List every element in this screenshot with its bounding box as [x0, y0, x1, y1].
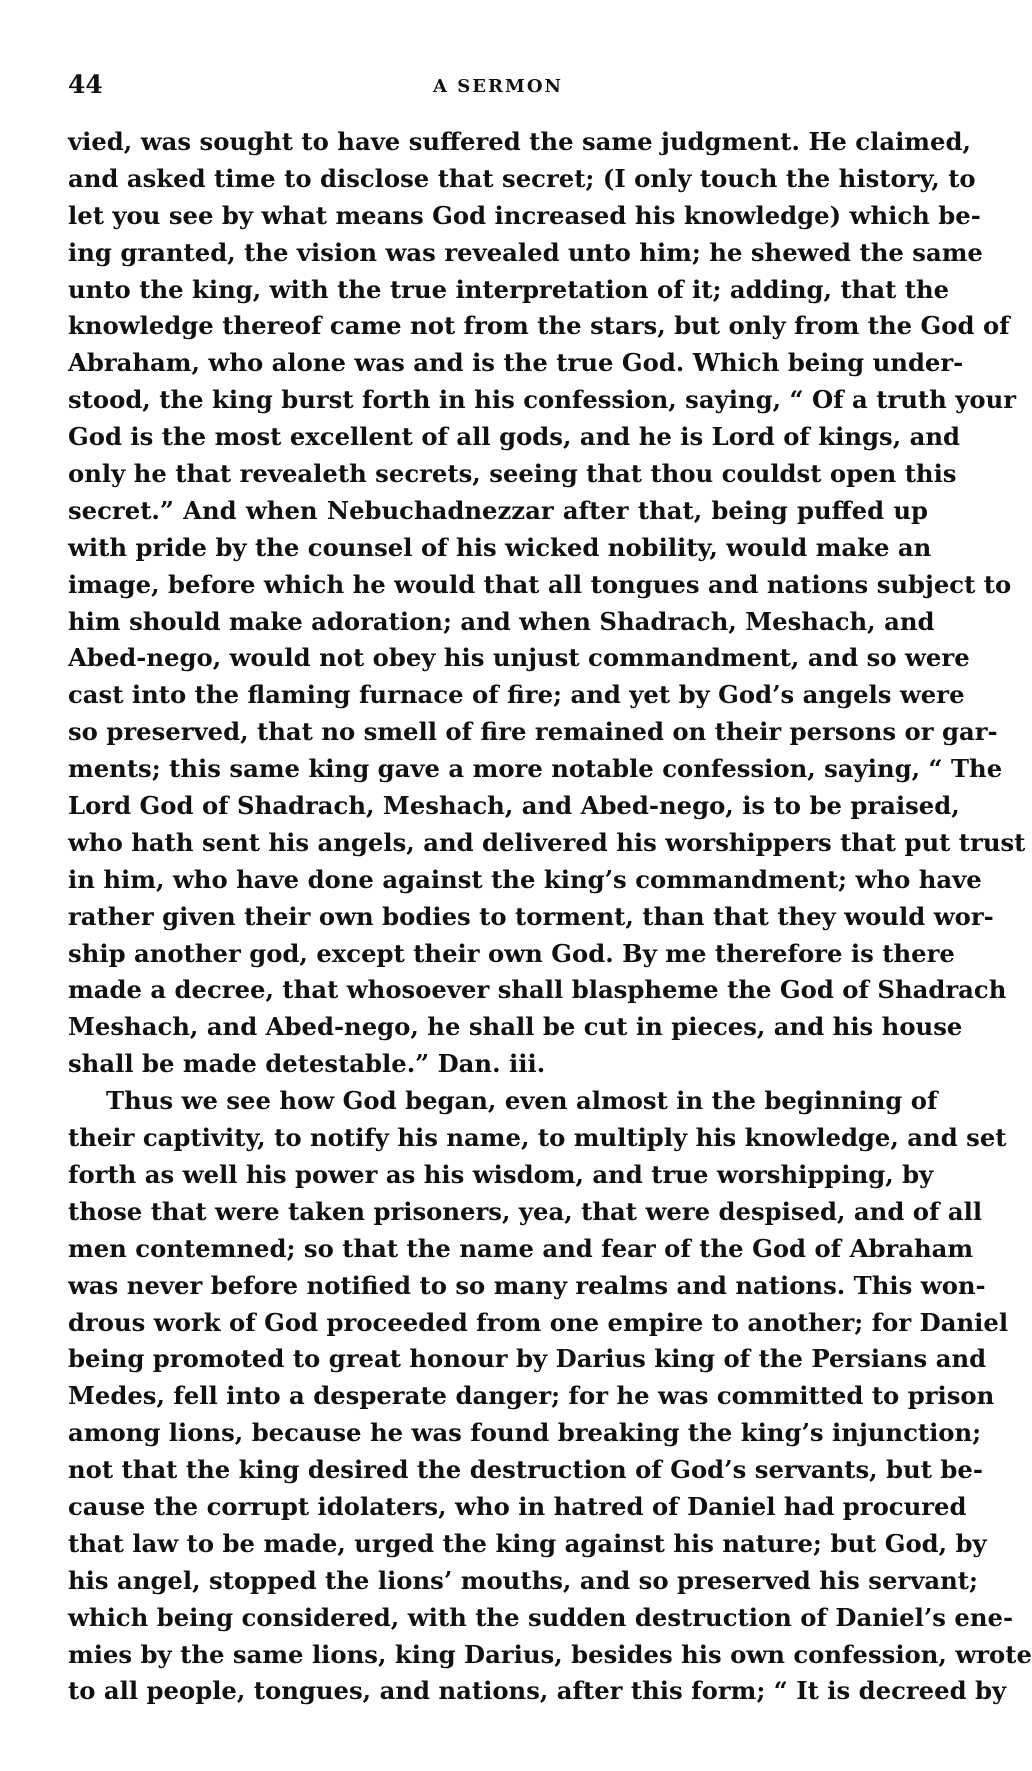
text-line: to all people, tongues, and nations, after this form; “ It is decreed by: [68, 1676, 1007, 1706]
text-line: not that the king desired the destruction of God’s servants, but be-: [68, 1455, 983, 1485]
text-line: ments; this same king gave a more notable confession, saying, “ The: [68, 754, 1003, 784]
text-line: cause the corrupt idolaters, who in hatred of Daniel had procured: [68, 1491, 967, 1521]
text-line: was never before notified to so many realms and nations. This won-: [68, 1270, 986, 1300]
text-line: cast into the flaming furnace of fire; and yet by God’s angels were: [68, 680, 965, 710]
text-line: rather given their own bodies to torment, than that they would wor-: [68, 901, 994, 931]
page-number: 44: [68, 70, 103, 99]
text-line: those that were taken prisoners, yea, that were despised, and of all: [68, 1196, 983, 1226]
text-line: and asked time to disclose that secret; (I only touch the history, to: [68, 163, 976, 193]
text-line: men contemned; so that the name and fear of the God of Abraham: [68, 1233, 974, 1263]
text-line: vied, was sought to have suffered the same judgment. He claimed,: [68, 127, 971, 156]
paragraph-end-line: shall be made detestable.” Dan. iii.: [68, 1049, 546, 1079]
text-line: his angel, stopped the lions’ mouths, and so preserved his servant;: [68, 1565, 978, 1595]
text-line: Lord God of Shadrach, Meshach, and Abed-nego, is to be praised,: [68, 791, 960, 821]
text-line: drous work of God proceeded from one empire to another; for Daniel: [68, 1307, 1009, 1337]
text-line: who hath sent his angels, and delivered his worshippers that put trust: [68, 827, 1026, 857]
text-line: stood, the king burst forth in his confession, saying, “ Of a truth your: [68, 385, 1017, 415]
text-line: being promoted to great honour by Darius king of the Persians and: [68, 1344, 987, 1374]
text-line: image, before which he would that all tongues and nations subject to: [68, 569, 1012, 599]
running-head: A SERMON: [433, 76, 563, 97]
page-header: [68, 70, 928, 110]
text-line: Meshach, and Abed-nego, he shall be cut in pieces, and his house: [68, 1012, 963, 1042]
text-line: knowledge thereof came not from the stars, but only from the God of: [68, 311, 1010, 341]
text-line: God is the most excellent of all gods, and he is Lord of kings, and: [68, 422, 961, 452]
body-text: [68, 124, 1032, 1710]
text-line: that law to be made, urged the king against his nature; but God, by: [68, 1528, 987, 1558]
text-line: only he that revealeth secrets, seeing that thou couldst open this: [68, 459, 957, 489]
text-line: their captivity, to notify his name, to multiply his knowledge, and set: [68, 1123, 1007, 1153]
text-line: secret.” And when Nebuchadnezzar after that, being puffed up: [68, 495, 928, 525]
text-line: Medes, fell into a desperate danger; for he was committed to prison: [68, 1381, 995, 1411]
text-line: forth as well his power as his wisdom, and true worshipping, by: [68, 1159, 934, 1189]
text-line: him should make adoration; and when Shadrach, Meshach, and: [68, 606, 935, 636]
text-line: ing granted, the vision was revealed unto him; he shewed the same: [68, 237, 983, 267]
text-line: let you see by what means God increased his knowledge) which be-: [68, 200, 981, 230]
text-line: unto the king, with the true interpretation of it; adding, that the: [68, 274, 950, 304]
text-line: Abed-nego, would not obey his unjust commandment, and so were: [68, 643, 970, 673]
text-line: so preserved, that no smell of fire remained on their persons or gar-: [68, 717, 998, 747]
text-line: in him, who have done against the king’s commandment; who have: [68, 864, 982, 894]
text-line: ship another god, except their own God. By me therefore is there: [68, 938, 955, 968]
text-line: with pride by the counsel of his wicked nobility, would make an: [68, 532, 932, 562]
text-line: Abraham, who alone was and is the true God. Which being under-: [68, 348, 964, 378]
text-line: which being considered, with the sudden destruction of Daniel’s ene-: [68, 1602, 1014, 1632]
text-line: mies by the same lions, king Darius, besides his own confession, wrote: [68, 1639, 1032, 1669]
text-line: made a decree, that whosoever shall blaspheme the God of Shadrach: [68, 975, 1007, 1005]
paragraph-start-line: Thus we see how God began, even almost in the beginning of: [106, 1086, 938, 1116]
text-line: among lions, because he was found breaking the king’s injunction;: [68, 1418, 982, 1448]
